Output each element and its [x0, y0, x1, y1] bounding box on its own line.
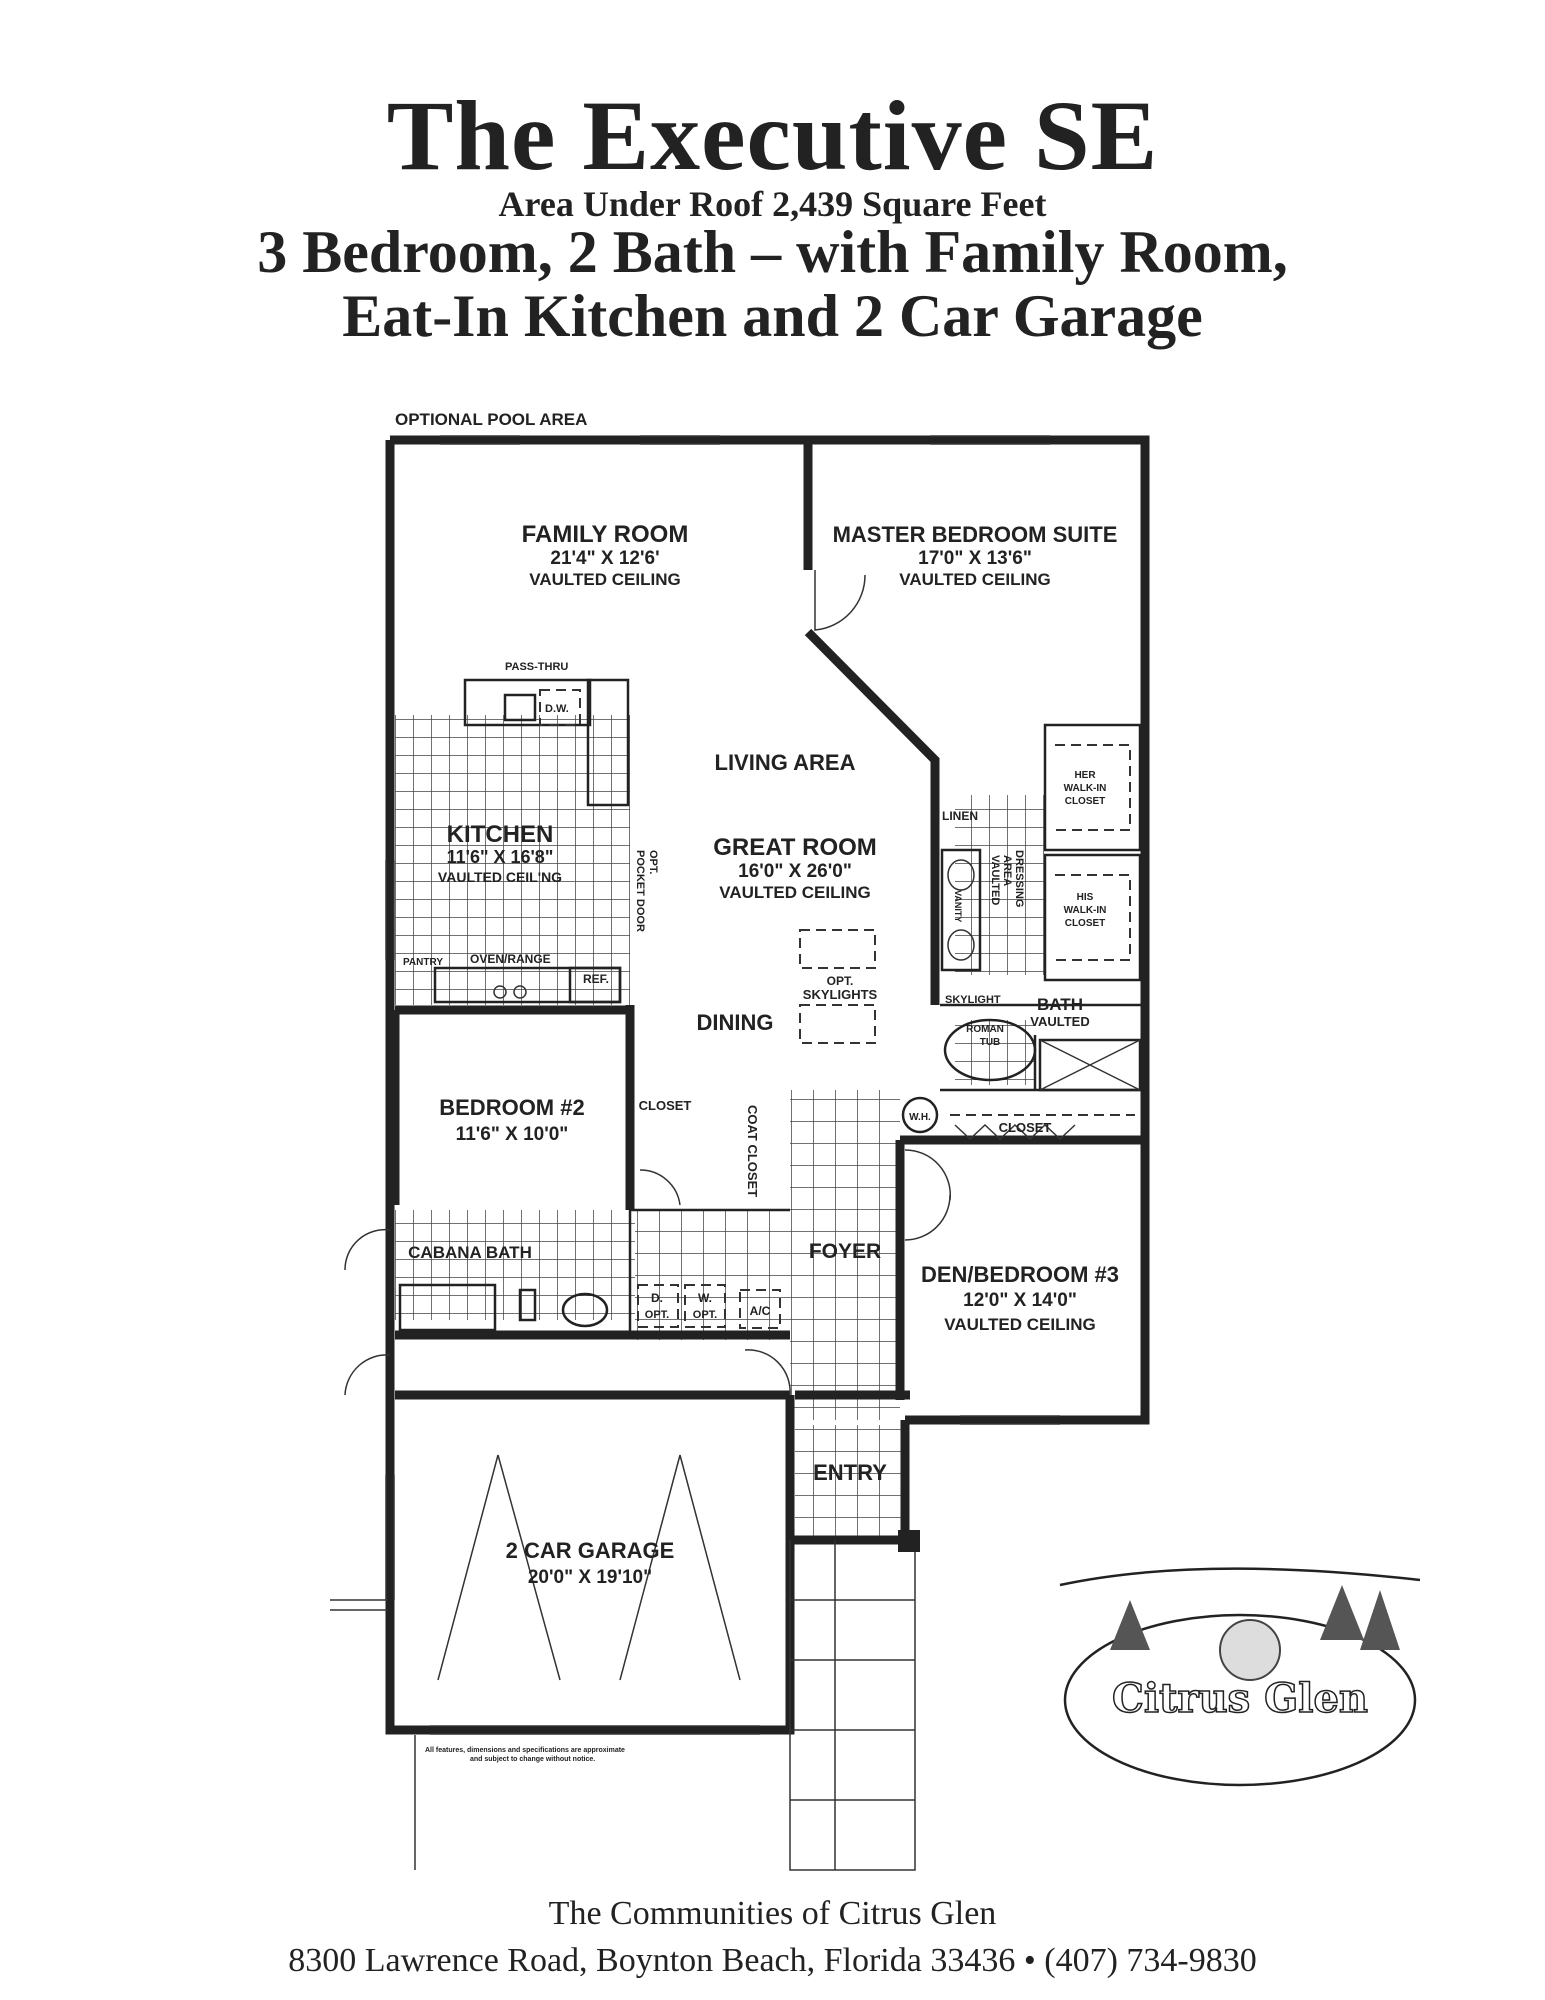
coat-closet-label: COAT CLOSET	[745, 1105, 760, 1198]
great-room-size: 16'0" X 26'0"	[738, 861, 852, 882]
ac-label: A/C	[749, 1304, 771, 1318]
kitchen-note: VAULTED CEIL'NG	[437, 869, 563, 885]
pocket-door-label: POCKET DOOR	[634, 850, 646, 932]
her-walk-in-label: WALK-IN	[1063, 783, 1107, 794]
skylights-opt-label: OPT.	[826, 974, 854, 988]
cabana-bath-label: CABANA BATH	[408, 1243, 532, 1262]
pool-area-label: OPTIONAL POOL AREA	[395, 410, 588, 429]
walk-in-closets	[1045, 725, 1140, 980]
family-room-size: 21'4" X 12'6'	[550, 548, 660, 569]
foyer-label: FOYER	[808, 1240, 882, 1263]
skylight-label: SKYLIGHT	[945, 994, 1001, 1006]
her-closet-label: CLOSET	[1064, 796, 1106, 807]
great-room-note: VAULTED CEILING	[719, 883, 871, 902]
den-size: 12'0" X 14'0"	[963, 1290, 1077, 1311]
master-bath-note: VAULTED	[1030, 1014, 1090, 1029]
master-bath-label: BATH	[1037, 995, 1083, 1014]
ref-label: REF.	[583, 972, 610, 986]
dishwasher-label: D.W.	[545, 703, 569, 715]
oven-range-label: OVEN/RANGE	[470, 952, 551, 966]
closet-bed3-label: CLOSET	[998, 1120, 1052, 1135]
washer-label: W.	[698, 1291, 712, 1305]
citrus-glen-logo	[1060, 1569, 1420, 1785]
garage-size: 20'0" X 19'10"	[527, 1567, 653, 1588]
garage-label: 2 CAR GARAGE	[505, 1538, 675, 1563]
disclaimer-line-2: and subject to change without notice.	[470, 1756, 596, 1763]
page-title: The Executive SE	[386, 80, 1159, 191]
cabana-bath-tile	[395, 1210, 635, 1320]
bedroom2-label: BEDROOM #2	[439, 1095, 585, 1120]
water-heater-label: W.H.	[909, 1112, 931, 1123]
vanity-label: VANITY	[953, 890, 963, 923]
closet-label: CLOSET	[638, 1098, 692, 1113]
headline-line-2: Eat-In Kitchen and 2 Car Garage	[342, 283, 1203, 349]
dryer-opt-label: OPT.	[644, 1309, 670, 1321]
entry-label: ENTRY	[813, 1460, 887, 1485]
area-subtitle: Area Under Roof 2,439 Square Feet	[498, 184, 1047, 224]
family-room-label: FAMILY ROOM	[521, 521, 689, 548]
logo-text: Citrus Glen	[1112, 1675, 1368, 1722]
skylights-label: SKYLIGHTS	[802, 987, 878, 1002]
headline-line-1: 3 Bedroom, 2 Bath – with Family Room,	[257, 219, 1288, 285]
vaulted-label: VAULTED	[989, 855, 1001, 906]
dryer-label: D.	[651, 1291, 663, 1305]
family-room-note: VAULTED CEILING	[529, 570, 681, 589]
master-size: 17'0" X 13'6"	[918, 548, 1032, 569]
his-label: HIS	[1076, 892, 1094, 903]
linen-label: LINEN	[942, 809, 978, 823]
kitchen-size: 11'6" X 16'8"	[446, 847, 554, 867]
living-area-label: LIVING AREA	[714, 750, 856, 775]
disclaimer-line-1: All features, dimensions and specifications are approximate	[425, 1747, 625, 1754]
his-walk-in-label: WALK-IN	[1063, 905, 1107, 916]
footer-address: 8300 Lawrence Road, Boynton Beach, Florida 33436 • (407) 734-9830	[288, 1942, 1257, 1979]
footer-community: The Communities of Citrus Glen	[548, 1895, 997, 1932]
dressing-label: DRESSING	[1013, 850, 1025, 908]
his-closet-label: CLOSET	[1064, 918, 1106, 929]
dining-label: DINING	[696, 1010, 774, 1035]
tub-label: TUB	[979, 1037, 1001, 1048]
den-note: VAULTED CEILING	[944, 1315, 1096, 1334]
pantry-label: PANTRY	[403, 957, 443, 968]
roman-label: ROMAN	[966, 1024, 1004, 1035]
pass-thru-label: PASS-THRU	[505, 661, 569, 673]
washer-opt-label: OPT.	[692, 1309, 718, 1321]
master-note: VAULTED CEILING	[899, 570, 1051, 589]
her-label: HER	[1074, 770, 1096, 781]
area-label: AREA	[1001, 855, 1013, 887]
master-label: MASTER BEDROOM SUITE	[832, 522, 1118, 547]
great-room-label: GREAT ROOM	[713, 834, 877, 861]
kitchen-label: KITCHEN	[446, 821, 554, 848]
den-label: DEN/BEDROOM #3	[920, 1262, 1120, 1287]
opt-label: OPT.	[647, 850, 659, 875]
bedroom2-size: 11'6" X 10'0"	[455, 1124, 569, 1145]
